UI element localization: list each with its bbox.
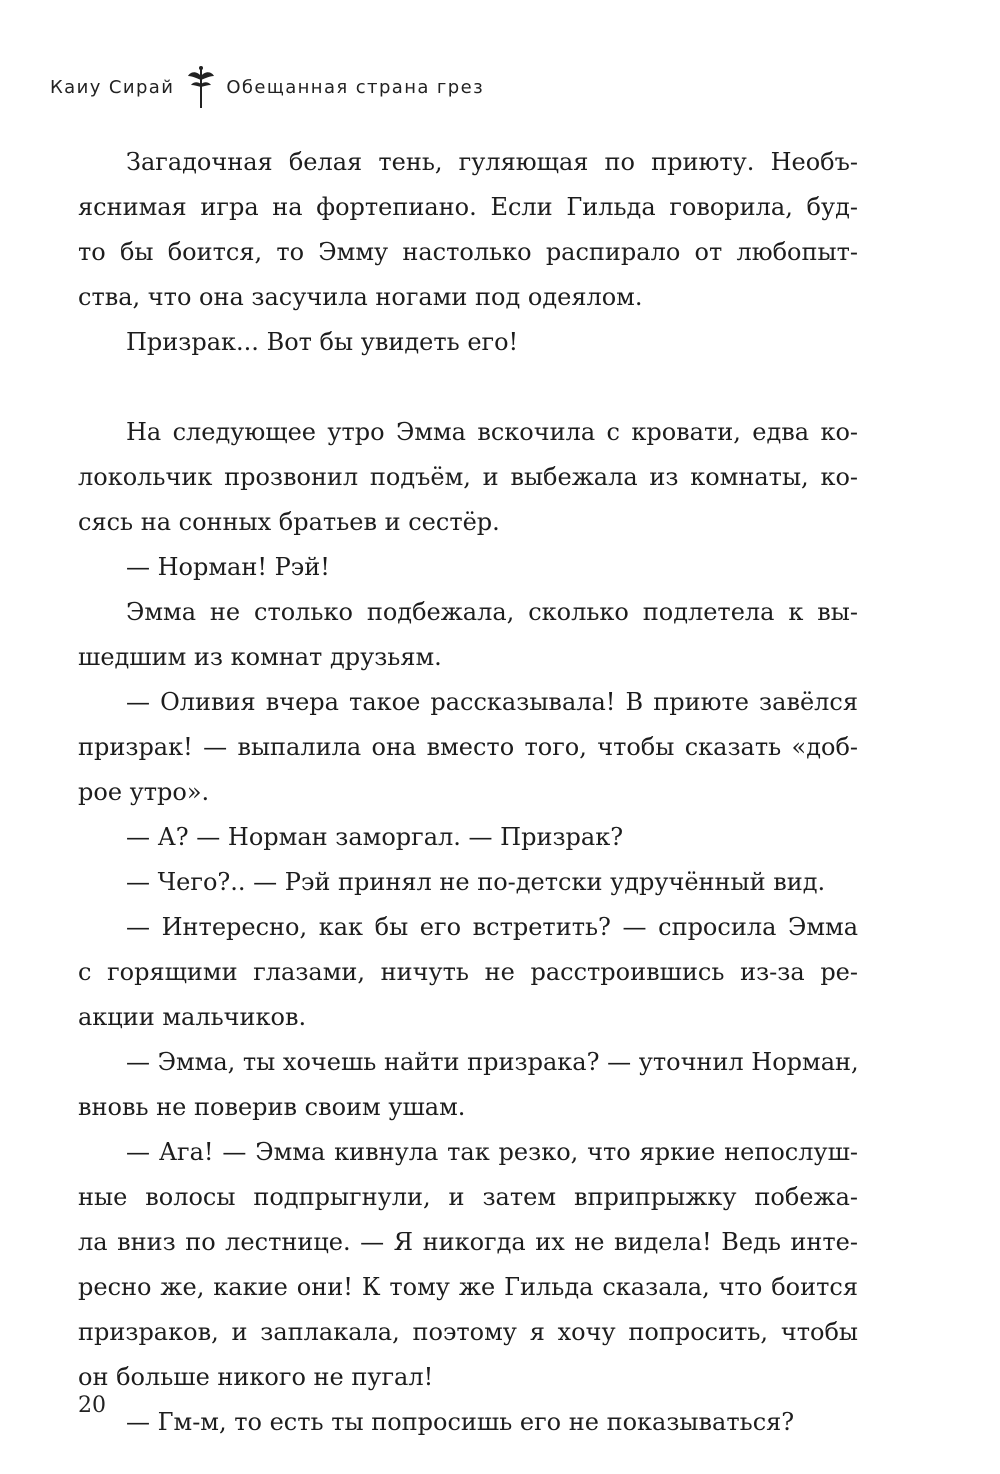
text-line: ные волосы подпрыгнули, и затем вприпрыжку побежа- <box>78 1183 858 1211</box>
text-line: призраков, и заплакала, поэтому я хочу попросить, чтобы <box>78 1318 858 1346</box>
page-number: 20 <box>78 1393 106 1418</box>
body-text <box>78 140 858 1445</box>
text-line: вновь не поверив своим ушам. <box>78 1093 466 1121</box>
text-line: — Ага! — Эмма кивнула так резко, что яркие непослуш- <box>126 1138 858 1166</box>
text-line: ла вниз по лестнице. — Я никогда их не видела! Ведь инте- <box>78 1228 858 1256</box>
text-line: ресно же, какие они! К тому же Гильда сказала, что боится <box>78 1273 858 1301</box>
text-line: Призрак... Вот бы увидеть его! <box>126 328 519 356</box>
header-title: Обещанная страна грез <box>226 76 485 98</box>
text-line: призрак! — выпалила она вместо того, чтобы сказать «доб- <box>78 733 858 761</box>
text-line: — Норман! Рэй! <box>126 553 330 581</box>
text-line: Загадочная белая тень, гуляющая по приюту. Необъ- <box>126 148 858 176</box>
text-line: — Эмма, ты хочешь найти призрака? — уточнил Норман, <box>126 1048 859 1076</box>
text-line: шедшим из комнат друзьям. <box>78 643 442 671</box>
text-line: На следующее утро Эмма вскочила с кровати, едва ко- <box>126 418 858 446</box>
running-header <box>50 64 484 110</box>
section-break <box>78 365 858 410</box>
text-line: яснимая игра на фортепиано. Если Гильда говорила, буд- <box>78 193 858 221</box>
text-line: — Оливия вчера такое рассказывала! В приюте завёлся <box>126 688 858 716</box>
text-line: он больше никого не пугал! <box>78 1363 434 1391</box>
text-line: рое утро». <box>78 778 210 806</box>
text-line: Эмма не столько подбежала, сколько подлетела к вы- <box>126 598 858 626</box>
text-line: то бы боится, то Эмму настолько распирало от любопыт- <box>78 238 858 266</box>
text-line: локольчик прозвонил подъём, и выбежала из комнаты, ко- <box>78 463 858 491</box>
text-line: акции мальчиков. <box>78 1003 307 1031</box>
header-author: Каиу Сирай <box>50 76 175 98</box>
text-line: сясь на сонных братьев и сестёр. <box>78 508 500 536</box>
text-line: с горящими глазами, ничуть не расстроившись из-за ре- <box>78 958 858 986</box>
text-line: ства, что она засучила ногами под одеялом. <box>78 283 643 311</box>
text-line: — Гм-м, то есть ты попросишь его не показываться? <box>126 1408 795 1436</box>
fleuron-ornament-icon <box>184 64 218 110</box>
text-line: — Чего?.. — Рэй принял не по-детски удручённый вид. <box>126 868 826 896</box>
text-line: — Интересно, как бы его встретить? — спросила Эмма <box>126 913 858 941</box>
text-line: — А? — Норман заморгал. — Призрак? <box>126 823 624 851</box>
